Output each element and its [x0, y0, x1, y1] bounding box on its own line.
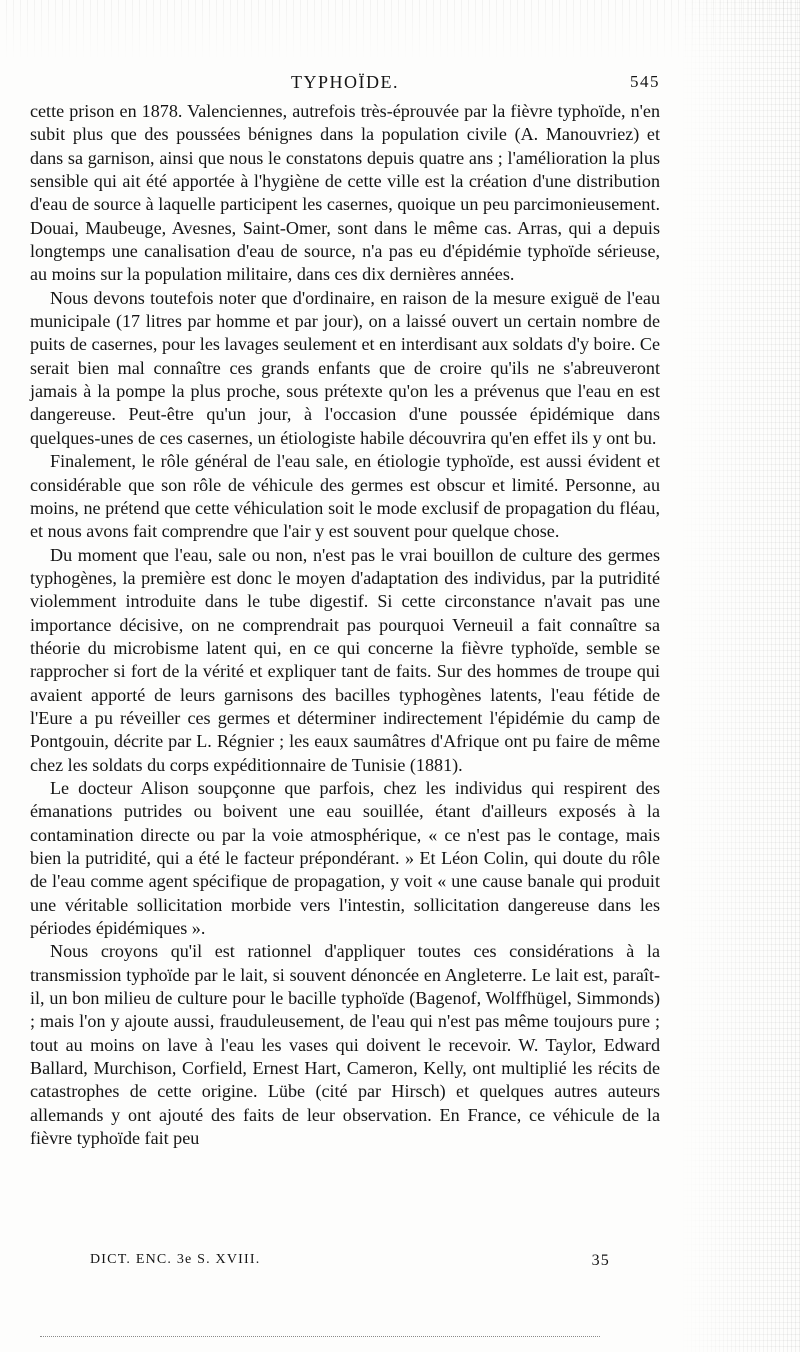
scan-edge-noise: [680, 0, 800, 1352]
page-header: [30, 72, 660, 98]
paragraph: Nous croyons qu'il est rationnel d'appliquer toutes ces considérations à la transmission typhoïde par le lait, si souvent dénoncée en Angleterre. Le lait est, paraît-il, un bon milieu de culture pour le bacille typhoïde (Bagenof, Wolffhügel, Simmonds) ; mais l'on y ajoute aussi, frauduleusement, de l'eau qui n'est pas même toujours pure ; tout au moins on lave à l'eau les vases qui doivent le recevoir. W. Taylor, Edward Ballard, Murchison, Corfield, Ernest Hart, Cameron, Kelly, ont multiplié les récits de catastrophes de cette origine. Lübe (cité par Hirsch) et quelques autres auteurs allemands y ont ajouté des faits de leur observation. En France, ce véhicule de la fièvre typhoïde fait peu: [30, 941, 660, 1149]
page-number: 545: [630, 72, 660, 91]
scan-top-noise: [0, 0, 800, 60]
paragraph: Le docteur Alison soupçonne que parfois, chez les individus qui respirent des émanations putrides ou boivent une eau souillée, étant d'ailleurs exposés à la contamination directe ou par la voie atmosphérique, « ce n'est pas le contage, mais bien la putridité, qui a été le facteur prépondérant. » Et Léon Colin, qui doute du rôle de l'eau comme agent spécifique de propagation, y voit « une cause banale qui produit une véritable sollicitation morbide vers l'intestin, sollicitation dangereuse dans les périodes épidémiques ».: [30, 777, 660, 939]
paragraph: Du moment que l'eau, sale ou non, n'est pas le vrai bouillon de culture des germes typhogènes, la première est donc le moyen d'adaptation des individus, par la putridité violemment introduite dans le tube digestif. Si cette circonstance n'avait pas une importance décisive, on ne comprendrait pas pourquoi Verneuil a fait connaître sa théorie du microbisme latent qui, en ce qui concerne la fièvre typhoïde, semble se rapprocher si fort de la vérité et expliquer tant de faits. Sur des hommes de troupe qui avaient apporté de leurs garnisons des bacilles typhogènes latents, l'eau fétide de l'Eure a pu réveiller ces germes et déterminer indirectement l'épidémie du camp de Pontgouin, décrite par L. Régnier ; les eaux saumâtres d'Afrique ont pu faire de même chez les soldats du corps expéditionnaire de Tunisie (1881).: [30, 544, 660, 775]
paragraph: Finalement, le rôle général de l'eau sale, en étiologie typhoïde, est aussi évident et considérable que son rôle de véhicule des germes est obscur et limité. Personne, au moins, ne prétend que cette véhiculation soit le mode exclusif de propagation du fléau, et nous avons fait comprendre que l'air y est souvent pour quelque chose.: [30, 451, 660, 542]
body-text: [30, 100, 660, 1150]
running-title: TYPHOÏDE.: [291, 72, 399, 92]
bottom-dotted-rule: [40, 1336, 600, 1337]
sheet-number: 35: [591, 1252, 610, 1269]
paragraph: Nous devons toutefois noter que d'ordinaire, en raison de la mesure exiguë de l'eau municipale (17 litres par homme et par jour), on a laissé ouvert un certain nombre de puits de casernes, pour les lavages seulement et en interdisant aux soldats d'y boire. Ce serait bien mal connaître ces grands enfants que de croire qu'ils ne s'abreuveront jamais à la pompe la plus proche, sous prétexte qu'on les a prévenus que l'eau en est dangereuse. Peut-être qu'un jour, à l'occasion d'une poussée épidémique dans quelques-unes de ces casernes, un étiologiste habile découvrira qu'en effet ils y ont bu.: [30, 287, 660, 448]
printer-signature: DICT. ENC. 3e S. XVIII.: [90, 1252, 261, 1267]
paragraph: cette prison en 1878. Valenciennes, autrefois très-éprouvée par la fièvre typhoïde, n'en subit plus que des poussées bénignes dans la population civile (A. Manouvriez) et dans sa garnison, ainsi que nous le constatons depuis quatre ans ; l'amélioration la plus sensible qui ait été apportée à l'hygiène de cette ville est la création d'une distribution d'eau de source à laquelle participent les casernes, quoique un peu parcimonieusement. Douai, Maubeuge, Avesnes, Saint-Omer, sont dans le même cas. Arras, qui a depuis longtemps une canalisation d'eau de source, n'a pas eu d'épidémie typhoïde sérieuse, au moins sur la population militaire, dans ces dix dernières années.: [30, 101, 660, 285]
